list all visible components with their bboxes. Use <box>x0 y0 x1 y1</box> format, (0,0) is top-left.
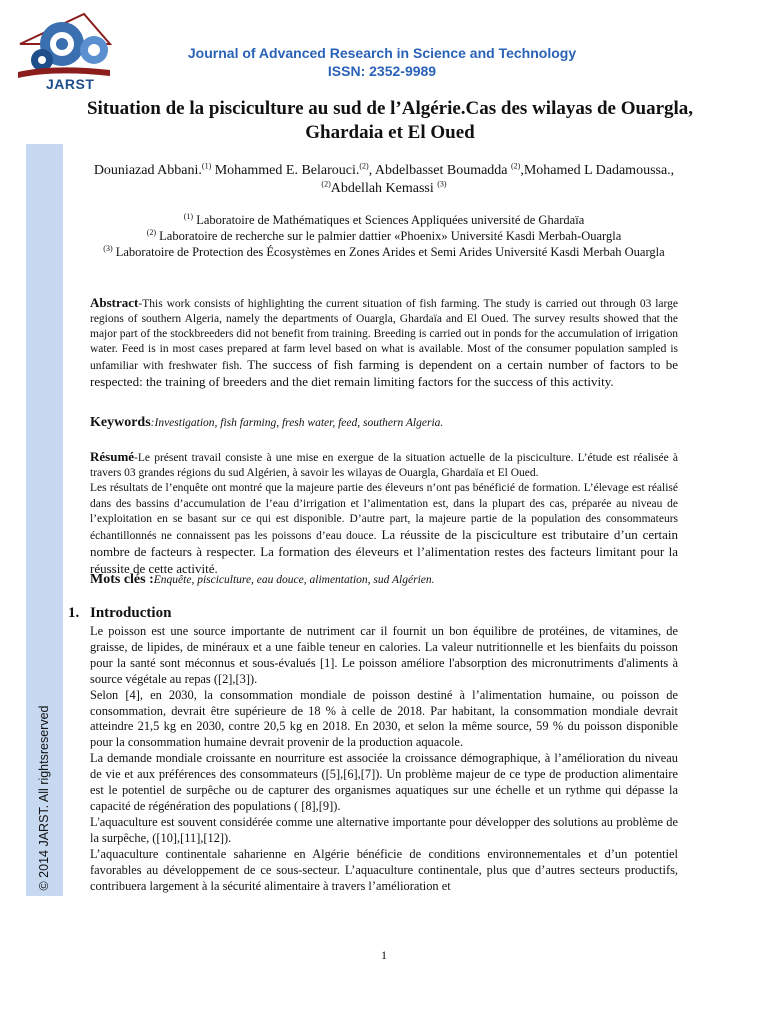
copyright-text: © 2014 JARST. All rightsreserved <box>37 705 51 891</box>
author-name: Mohammed E. Belarouci. <box>211 163 360 178</box>
abstract-text: The success of fish farming is dependent on a certain number of factors to be respected: the training of breeders and the diet remain limiting factors for the success of this activity. <box>90 357 679 389</box>
keywords <box>90 415 678 431</box>
resume-text: Les résultats de l’enquête ont montré que la majeure partie des éleveurs n’ont pas bénéficié de formation. L’élevage est réalisé dans des bassins d’accumulation de l’eau d’irrigation et l’alimentation est, dans la plupart des cas, préparée au niveau de l’exploitation en se basant sur ce qui est disponible. D’autre part, la majeure partie de la population des consommateurs échantillonnés ne connaissent pas les poissons d’eau douce. <box>90 482 678 543</box>
abstract-text: -This work consists of highlighting the current situation of fish farming. The study is carried out through 03 large regions of southern Algeria, namely the departments of Ouargla, Ghardaïa and El Oued. The survey results showed that the major part of the stockbreeders did not benefit from training. Breeding is carried out in ponds for the accumulation of irrigation water. Feed is in most cases prepared at farm level based on what is available. Most of the consumer population sampled is unfamiliar with freshwater fish. <box>90 298 678 372</box>
abstract-label: Abstract <box>90 295 139 310</box>
article-title: Situation de la pisciculture au sud de l’Algérie.Cas des wilayas de Ouargla, Ghardaia et El Oued <box>86 98 694 143</box>
keywords-label: Keywords <box>90 415 151 430</box>
resume-label: Résumé <box>90 449 135 464</box>
paragraph: Selon [4], en 2030, la consommation mondiale de poisson destiné à l’alimentation humaine, ou poisson de consommation, devrait être supérieure de 18 % à celle de 2018. Par habitant, la consommation mondiale devrait atteindre 21,5 kg en 2030, contre 20,5 kg en 2018. En 2030, et selon la même source, 59 % du poisson disponible pour la consommation humaine devrait provenir de la production aquacole. <box>90 687 678 750</box>
keywords-text: :Investigation, fish farming, fresh water, feed, southern Algeria. <box>150 417 444 429</box>
abstract <box>90 295 678 391</box>
paragraph: Le poisson est une source importante de nutriment car il fournit un bon équilibre de protéines, de vitamines, de graisse, de lipides, de minéraux et a une faible teneur en calories. La valeur nutritionnelle et les bienfaits du poisson pour la santé sont méconnus et sous-évalués [1]. Le poisson améliore l'absorption des micronutriments d'aliments à source végétale au repas ([2],[3]). <box>90 624 678 686</box>
section-number: 1. <box>68 605 80 621</box>
paragraph: L'aquaculture est souvent considérée comme une alternative importante pour développer des solutions au problème de la surpêche, ([10],[11],[12]). <box>90 814 678 845</box>
page-number: 1 <box>381 948 387 962</box>
paragraph: L’aquaculture continentale saharienne en Algérie bénéficie de conditions environnementales et d’un potentiel favorables au développement de ce sous-secteur. L’aquaculture continentale, plus que d’autres secteurs productifs, contribuera largement à la sécurité alimentaire à travers l’amélioration et <box>90 846 678 893</box>
author-name: Douniazad Abbani. <box>93 163 202 178</box>
affiliation-item: $^{(2)}$ Laboratoire de recherche sur le palmier dattier «Phoenix» Université Kasdi Merbah-Ouargla <box>146 227 622 243</box>
resume-text: -Le présent travail consiste à une mise en exergue de la situation actuelle de la pisciculture. L’étude est réalisée à travers 03 grandes régions du sud Algérien, à savoir les wilayas de Ouargla, Ghardaïa et El Oued. <box>90 452 678 480</box>
journal-issn: ISSN: 2352-9989 <box>327 63 437 79</box>
paragraph: La demande mondiale croissante en nourriture est associée la croissance démographique, à l’amélioration du niveau de vie et aux préférences des consommateurs ([5],[6],[7]). Un problème majeur de ce type de production alimentaire est le potentiel de surpêche ou de capturer des organismes aquatiques sur une échelle et un rythme qui dépasse la capacité de régénération des populations ( [8],[9]). <box>90 751 678 813</box>
affiliation-item: $^{(1)}$ Laboratoire de Mathématiques et Sciences Appliquées université de Ghardaïa <box>183 211 585 227</box>
affiliations <box>74 212 694 260</box>
section-title: Introduction <box>90 605 172 621</box>
journal-header <box>150 44 614 80</box>
mots-cles-label: Mots clés : <box>90 572 154 587</box>
resume <box>90 449 678 579</box>
section-heading <box>68 605 171 622</box>
mots-cles <box>90 572 678 588</box>
author-list: Douniazad Abbani.$^{(1)}$ Mohammed E. Belarouci.$^{(2)}$, Abdelbasset Boumadda $^{(2)}$,Mohamed L Dadamoussa., $^{(2)}$Abdellah Kemassi $^{(3)}$ <box>93 161 675 196</box>
author-name: , Abdelbasset Boumadda <box>368 163 512 178</box>
journal-name: Journal of Advanced Research in Science and Technology <box>187 45 577 61</box>
introduction-body <box>90 624 678 894</box>
author-name: Abdellah Kemassi <box>330 181 438 196</box>
affiliation-item: $^{(3)}$ Laboratoire de Protection des Écosystèmes en Zones Arides et Semi Arides Université Kasdi Merbah Ouargla <box>103 243 665 259</box>
mots-cles-text: Enquête, pisciculture, eau douce, alimentation, sud Algérien. <box>153 574 435 586</box>
logo-text: JARST <box>46 76 95 92</box>
resume-text: La réussite de la pisciculture est tributaire d’un certain nombre de facteurs à respecter. La formation des éleveurs et l’alimentation restes des facteurs limitant pour la réussite de cette activité. <box>90 527 679 577</box>
journal-logo <box>14 10 142 94</box>
author-name: ,Mohamed L Dadamoussa., <box>520 163 675 178</box>
